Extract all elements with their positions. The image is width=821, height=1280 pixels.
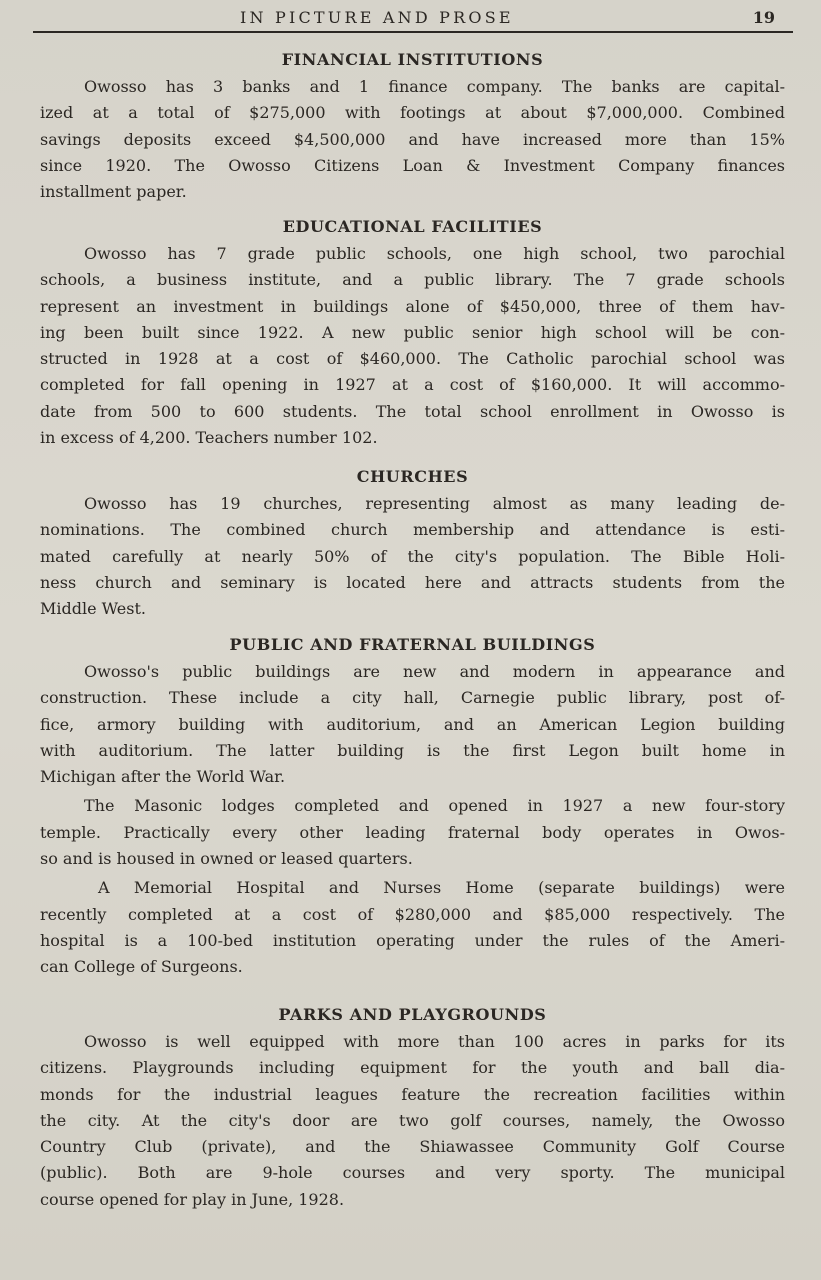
paragraph xyxy=(40,793,785,872)
section-churches xyxy=(40,463,785,622)
text-line: savings deposits exceed $4,500,000 and have increased more than 15% xyxy=(40,129,785,149)
header-rule xyxy=(33,31,793,33)
text-line: Michigan after the World War. xyxy=(40,767,286,787)
section-public-and-fraternal-buildings xyxy=(40,631,785,981)
text-line: Owosso is well equipped with more than 100 acres in parks for its xyxy=(84,1032,785,1051)
paragraph xyxy=(40,241,785,451)
text-line: Owosso has 3 banks and 1 finance company. The banks are capital- xyxy=(84,77,785,96)
text-line: Country Club (private), and the Shiawassee Community Golf Course xyxy=(40,1137,785,1157)
paragraph xyxy=(40,659,785,790)
section-heading: PARKS AND PLAYGROUNDS xyxy=(278,1005,547,1024)
paragraph xyxy=(40,491,785,622)
section-heading: CHURCHES xyxy=(356,467,469,486)
section-heading: FINANCIAL INSTITUTIONS xyxy=(281,50,544,69)
text-line: construction. These include a city hall, Carnegie public library, post of- xyxy=(40,688,785,708)
text-line: recently completed at a cost of $280,000 and $85,000 respectively. The xyxy=(40,904,785,924)
text-line: structed in 1928 at a cost of $460,000. The Catholic parochial school was xyxy=(40,349,785,369)
text-line: fice, armory building with auditorium, and an American Legion building xyxy=(40,714,785,734)
text-line: Owosso has 7 grade public schools, one high school, two parochial xyxy=(84,244,785,263)
text-line: schools, a business institute, and a public library. The 7 grade schools xyxy=(40,270,785,290)
running-title: IN PICTURE AND PROSE xyxy=(240,8,514,27)
text-line: the city. At the city's door are two golf courses, namely, the Owosso xyxy=(40,1110,785,1130)
paragraph xyxy=(40,74,785,205)
text-line: with auditorium. The latter building is the first Legon built home in xyxy=(40,740,785,760)
text-line: nominations. The combined church membership and attendance is esti- xyxy=(40,520,785,540)
text-line: The Masonic lodges completed and opened in 1927 a new four-story xyxy=(84,796,785,816)
text-line: ing been built since 1922. A new public senior high school will be con- xyxy=(40,322,785,342)
text-line: since 1920. The Owosso Citizens Loan & Investment Company finances xyxy=(40,155,785,175)
text-line: hospital is a 100-bed institution operating under the rules of the Ameri- xyxy=(40,930,785,950)
text-line: Owosso has 19 churches, representing almost as many leading de- xyxy=(84,494,785,513)
text-line: in excess of 4,200. Teachers number 102. xyxy=(40,428,378,448)
text-line: represent an investment in buildings alone of $450,000, three of them hav- xyxy=(40,296,785,316)
paragraph xyxy=(40,875,785,980)
text-line: mated carefully at nearly 50% of the city's population. The Bible Holi- xyxy=(40,546,785,566)
text-line: A Memorial Hospital and Nurses Home (separate buildings) were xyxy=(98,878,785,898)
text-line: completed for fall opening in 1927 at a cost of $160,000. It will accommo- xyxy=(40,375,785,395)
section-educational-facilities xyxy=(40,213,785,451)
page-number: 19 xyxy=(752,8,775,27)
text-line: ness church and seminary is located here and attracts students from the xyxy=(40,572,785,592)
text-line: (public). Both are 9-hole courses and very sporty. The municipal xyxy=(40,1163,785,1183)
text-line: installment paper. xyxy=(40,182,187,202)
text-line: citizens. Playgrounds including equipment for the youth and ball dia- xyxy=(40,1058,785,1078)
section-financial-institutions xyxy=(40,46,785,205)
section-heading: PUBLIC AND FRATERNAL BUILDINGS xyxy=(229,635,596,654)
text-line: ized at a total of $275,000 with footings at about $7,000,000. Combined xyxy=(40,103,785,123)
text-line: Middle West. xyxy=(40,599,146,619)
text-line: monds for the industrial leagues feature the recreation facilities within xyxy=(40,1084,785,1104)
running-head xyxy=(40,6,785,30)
text-line: temple. Practically every other leading fraternal body operates in Owos- xyxy=(40,822,785,842)
text-line: can College of Surgeons. xyxy=(40,957,243,977)
paragraph xyxy=(40,1029,785,1213)
text-line: Owosso's public buildings are new and modern in appearance and xyxy=(84,662,785,681)
text-line: course opened for play in June, 1928. xyxy=(40,1189,345,1209)
section-heading: EDUCATIONAL FACILITIES xyxy=(282,217,543,236)
text-line: date from 500 to 600 students. The total school enrollment in Owosso is xyxy=(40,401,785,421)
text-line: so and is housed in owned or leased quarters. xyxy=(40,849,413,869)
section-parks-and-playgrounds xyxy=(40,1001,785,1213)
